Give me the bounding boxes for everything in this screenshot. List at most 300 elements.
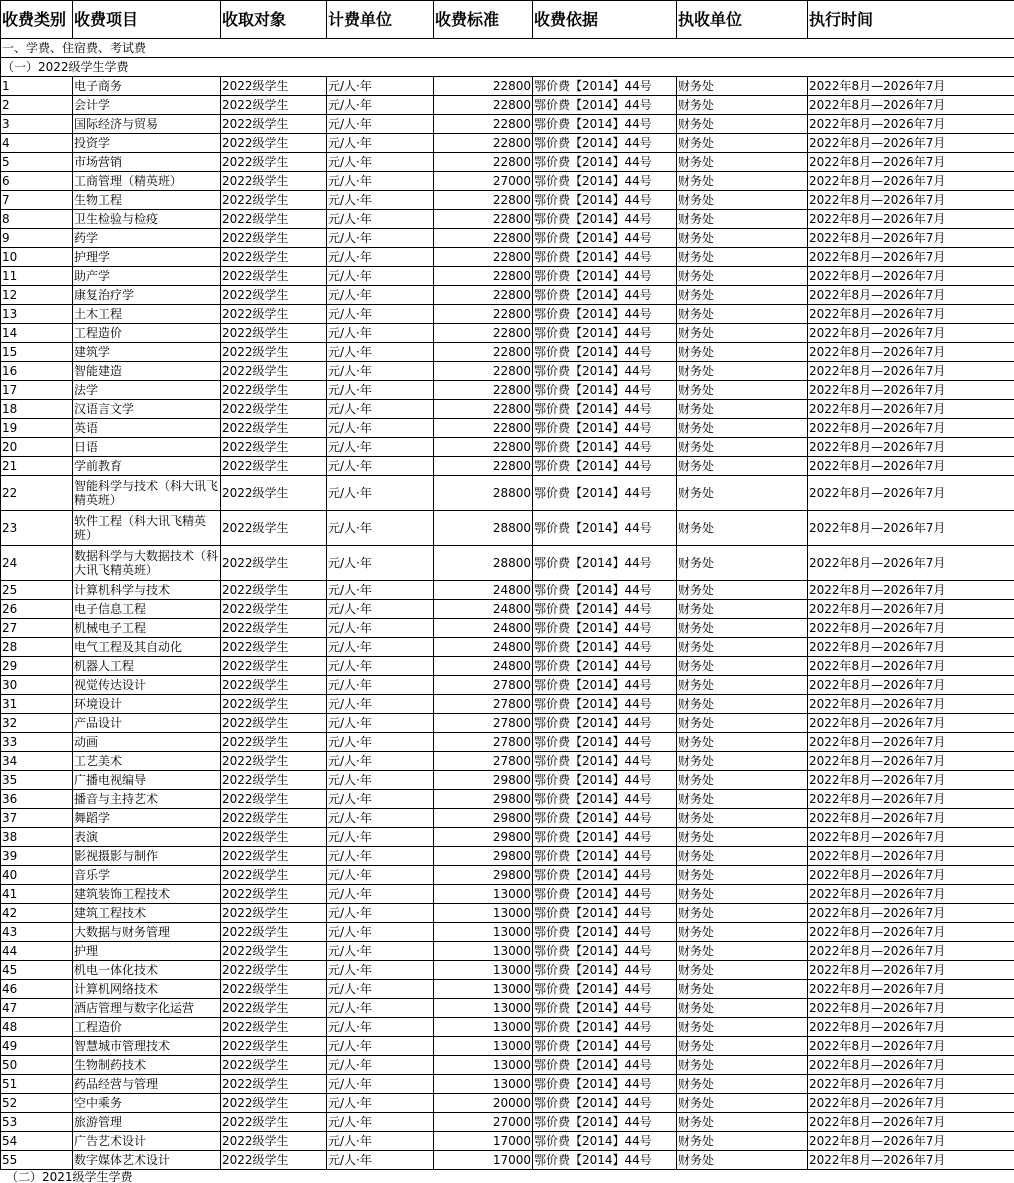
row-number-cell: 1 (1, 77, 73, 96)
subsection-title: （一）2022级学生学费 (1, 58, 1014, 77)
table-row (1, 191, 1014, 210)
fee-basis-cell: 鄂价费【2014】44号 (533, 1018, 677, 1037)
row-number-cell: 9 (1, 229, 73, 248)
collector-cell: 财务处 (677, 476, 808, 511)
subsection-row (1, 58, 1014, 77)
fee-basis-cell: 鄂价费【2014】44号 (533, 638, 677, 657)
collector-cell: 财务处 (677, 1037, 808, 1056)
fee-item-cell: 数据科学与大数据技术（科大讯飞精英班） (73, 546, 221, 581)
fee-basis-cell: 鄂价费【2014】44号 (533, 267, 677, 286)
row-number-cell: 12 (1, 286, 73, 305)
fee-basis-cell: 鄂价费【2014】44号 (533, 1037, 677, 1056)
payer-cell: 2022级学生 (221, 511, 327, 546)
billing-unit-cell: 元/人·年 (327, 1037, 434, 1056)
period-cell: 2022年8月—2026年7月 (808, 191, 1014, 210)
period-cell: 2022年8月—2026年7月 (808, 267, 1014, 286)
fee-standard-cell: 22800 (434, 248, 533, 267)
table-row (1, 885, 1014, 904)
fee-item-cell: 舞蹈学 (73, 809, 221, 828)
fee-item-cell: 电气工程及其自动化 (73, 638, 221, 657)
period-cell: 2022年8月—2026年7月 (808, 1056, 1014, 1075)
payer-cell: 2022级学生 (221, 419, 327, 438)
table-row (1, 1018, 1014, 1037)
table-row (1, 305, 1014, 324)
period-cell: 2022年8月—2026年7月 (808, 961, 1014, 980)
fee-basis-cell: 鄂价费【2014】44号 (533, 676, 677, 695)
billing-unit-cell: 元/人·年 (327, 248, 434, 267)
collector-cell: 财务处 (677, 210, 808, 229)
fee-basis-cell: 鄂价费【2014】44号 (533, 229, 677, 248)
payer-cell: 2022级学生 (221, 733, 327, 752)
period-cell: 2022年8月—2026年7月 (808, 115, 1014, 134)
fee-standard-cell: 27800 (434, 752, 533, 771)
fee-basis-cell: 鄂价费【2014】44号 (533, 904, 677, 923)
fee-item-cell: 视觉传达设计 (73, 676, 221, 695)
collector-cell: 财务处 (677, 961, 808, 980)
collector-cell: 财务处 (677, 904, 808, 923)
payer-cell: 2022级学生 (221, 942, 327, 961)
payer-cell: 2022级学生 (221, 638, 327, 657)
fee-basis-cell: 鄂价费【2014】44号 (533, 790, 677, 809)
fee-basis-cell: 鄂价费【2014】44号 (533, 980, 677, 999)
row-number-cell: 14 (1, 324, 73, 343)
fee-item-cell: 播音与主持艺术 (73, 790, 221, 809)
table-row (1, 381, 1014, 400)
fee-item-cell: 广告艺术设计 (73, 1132, 221, 1151)
collector-cell: 财务处 (677, 248, 808, 267)
fee-basis-cell: 鄂价费【2014】44号 (533, 866, 677, 885)
collector-cell: 财务处 (677, 714, 808, 733)
billing-unit-cell: 元/人·年 (327, 229, 434, 248)
row-number-cell: 39 (1, 847, 73, 866)
table-row (1, 153, 1014, 172)
collector-cell: 财务处 (677, 457, 808, 476)
period-cell: 2022年8月—2026年7月 (808, 153, 1014, 172)
period-cell: 2022年8月—2026年7月 (808, 638, 1014, 657)
fee-basis-cell: 鄂价费【2014】44号 (533, 961, 677, 980)
payer-cell: 2022级学生 (221, 191, 327, 210)
payer-cell: 2022级学生 (221, 381, 327, 400)
payer-cell: 2022级学生 (221, 1113, 327, 1132)
period-cell: 2022年8月—2026年7月 (808, 1018, 1014, 1037)
fee-standard-cell: 22800 (434, 343, 533, 362)
fee-item-cell: 生物制药技术 (73, 1056, 221, 1075)
fee-basis-cell: 鄂价费【2014】44号 (533, 96, 677, 115)
collector-cell: 财务处 (677, 733, 808, 752)
row-number-cell: 22 (1, 476, 73, 511)
billing-unit-cell: 元/人·年 (327, 790, 434, 809)
payer-cell: 2022级学生 (221, 1094, 327, 1113)
row-number-cell: 17 (1, 381, 73, 400)
header-payer: 收取对象 (221, 1, 327, 39)
row-number-cell: 19 (1, 419, 73, 438)
billing-unit-cell: 元/人·年 (327, 172, 434, 191)
fee-standard-cell: 17000 (434, 1151, 533, 1170)
fee-standard-cell: 22800 (434, 77, 533, 96)
fee-standard-cell: 27000 (434, 172, 533, 191)
row-number-cell: 11 (1, 267, 73, 286)
payer-cell: 2022级学生 (221, 790, 327, 809)
fee-basis-cell: 鄂价费【2014】44号 (533, 600, 677, 619)
row-number-cell: 15 (1, 343, 73, 362)
fee-standard-cell: 13000 (434, 1075, 533, 1094)
fee-basis-cell: 鄂价费【2014】44号 (533, 695, 677, 714)
row-number-cell: 38 (1, 828, 73, 847)
period-cell: 2022年8月—2026年7月 (808, 419, 1014, 438)
fee-item-cell: 生物工程 (73, 191, 221, 210)
collector-cell: 财务处 (677, 1113, 808, 1132)
fee-basis-cell: 鄂价费【2014】44号 (533, 305, 677, 324)
table-row (1, 866, 1014, 885)
billing-unit-cell: 元/人·年 (327, 419, 434, 438)
fee-basis-cell: 鄂价费【2014】44号 (533, 847, 677, 866)
fee-item-cell: 工艺美术 (73, 752, 221, 771)
billing-unit-cell: 元/人·年 (327, 96, 434, 115)
payer-cell: 2022级学生 (221, 286, 327, 305)
fee-basis-cell: 鄂价费【2014】44号 (533, 511, 677, 546)
fee-basis-cell: 鄂价费【2014】44号 (533, 1094, 677, 1113)
table-row (1, 600, 1014, 619)
billing-unit-cell: 元/人·年 (327, 1056, 434, 1075)
payer-cell: 2022级学生 (221, 866, 327, 885)
collector-cell: 财务处 (677, 343, 808, 362)
fee-item-cell: 日语 (73, 438, 221, 457)
billing-unit-cell: 元/人·年 (327, 1094, 434, 1113)
fee-standard-cell: 13000 (434, 1037, 533, 1056)
row-number-cell: 7 (1, 191, 73, 210)
fee-standard-cell: 13000 (434, 980, 533, 999)
fee-basis-cell: 鄂价费【2014】44号 (533, 1113, 677, 1132)
fee-basis-cell: 鄂价费【2014】44号 (533, 657, 677, 676)
fee-standard-cell: 13000 (434, 1018, 533, 1037)
table-row (1, 942, 1014, 961)
period-cell: 2022年8月—2026年7月 (808, 362, 1014, 381)
billing-unit-cell: 元/人·年 (327, 581, 434, 600)
collector-cell: 财务处 (677, 381, 808, 400)
row-number-cell: 45 (1, 961, 73, 980)
period-cell: 2022年8月—2026年7月 (808, 809, 1014, 828)
row-number-cell: 55 (1, 1151, 73, 1170)
period-cell: 2022年8月—2026年7月 (808, 1113, 1014, 1132)
period-cell: 2022年8月—2026年7月 (808, 229, 1014, 248)
fee-standard-cell: 22800 (434, 286, 533, 305)
billing-unit-cell: 元/人·年 (327, 267, 434, 286)
billing-unit-cell: 元/人·年 (327, 381, 434, 400)
billing-unit-cell: 元/人·年 (327, 676, 434, 695)
fee-item-cell: 工商管理（精英班） (73, 172, 221, 191)
collector-cell: 财务处 (677, 942, 808, 961)
period-cell: 2022年8月—2026年7月 (808, 923, 1014, 942)
section-title: 一、学费、住宿费、考试费 (1, 39, 1014, 58)
fee-item-cell: 智能科学与技术（科大讯飞精英班） (73, 476, 221, 511)
fee-item-cell: 汉语言文学 (73, 400, 221, 419)
payer-cell: 2022级学生 (221, 809, 327, 828)
collector-cell: 财务处 (677, 153, 808, 172)
fee-standard-cell: 22800 (434, 381, 533, 400)
payer-cell: 2022级学生 (221, 400, 327, 419)
fee-item-cell: 建筑装饰工程技术 (73, 885, 221, 904)
billing-unit-cell: 元/人·年 (327, 600, 434, 619)
fee-basis-cell: 鄂价费【2014】44号 (533, 457, 677, 476)
fee-basis-cell: 鄂价费【2014】44号 (533, 153, 677, 172)
fee-standard-cell: 13000 (434, 1056, 533, 1075)
fee-basis-cell: 鄂价费【2014】44号 (533, 771, 677, 790)
row-number-cell: 13 (1, 305, 73, 324)
fee-basis-cell: 鄂价费【2014】44号 (533, 752, 677, 771)
billing-unit-cell: 元/人·年 (327, 771, 434, 790)
fee-basis-cell: 鄂价费【2014】44号 (533, 581, 677, 600)
fee-basis-cell: 鄂价费【2014】44号 (533, 172, 677, 191)
fee-standard-cell: 24800 (434, 619, 533, 638)
fee-item-cell: 电子商务 (73, 77, 221, 96)
table-row (1, 999, 1014, 1018)
payer-cell: 2022级学生 (221, 1037, 327, 1056)
fee-standard-cell: 22800 (434, 305, 533, 324)
fee-item-cell: 软件工程（科大讯飞精英班） (73, 511, 221, 546)
fee-basis-cell: 鄂价费【2014】44号 (533, 134, 677, 153)
header-row (1, 1, 1014, 39)
payer-cell: 2022级学生 (221, 546, 327, 581)
billing-unit-cell: 元/人·年 (327, 942, 434, 961)
table-row (1, 961, 1014, 980)
billing-unit-cell: 元/人·年 (327, 400, 434, 419)
collector-cell: 财务处 (677, 1132, 808, 1151)
fee-item-cell: 旅游管理 (73, 1113, 221, 1132)
row-number-cell: 40 (1, 866, 73, 885)
fee-standard-cell: 22800 (434, 438, 533, 457)
collector-cell: 财务处 (677, 546, 808, 581)
fee-item-cell: 计算机网络技术 (73, 980, 221, 999)
row-number-cell: 37 (1, 809, 73, 828)
collector-cell: 财务处 (677, 809, 808, 828)
period-cell: 2022年8月—2026年7月 (808, 305, 1014, 324)
table-row (1, 511, 1014, 546)
fee-basis-cell: 鄂价费【2014】44号 (533, 286, 677, 305)
collector-cell: 财务处 (677, 1094, 808, 1113)
fee-standard-cell: 27000 (434, 1113, 533, 1132)
row-number-cell: 42 (1, 904, 73, 923)
billing-unit-cell: 元/人·年 (327, 343, 434, 362)
header-fee-category: 收费类别 (1, 1, 73, 39)
period-cell: 2022年8月—2026年7月 (808, 676, 1014, 695)
fee-standard-cell: 22800 (434, 229, 533, 248)
period-cell: 2022年8月—2026年7月 (808, 457, 1014, 476)
fee-basis-cell: 鄂价费【2014】44号 (533, 400, 677, 419)
billing-unit-cell: 元/人·年 (327, 305, 434, 324)
fee-basis-cell: 鄂价费【2014】44号 (533, 1075, 677, 1094)
fee-item-cell: 药品经营与管理 (73, 1075, 221, 1094)
period-cell: 2022年8月—2026年7月 (808, 600, 1014, 619)
fee-item-cell: 卫生检验与检疫 (73, 210, 221, 229)
period-cell: 2022年8月—2026年7月 (808, 771, 1014, 790)
collector-cell: 财务处 (677, 1075, 808, 1094)
billing-unit-cell: 元/人·年 (327, 904, 434, 923)
collector-cell: 财务处 (677, 619, 808, 638)
fee-standard-cell: 24800 (434, 657, 533, 676)
row-number-cell: 34 (1, 752, 73, 771)
fee-basis-cell: 鄂价费【2014】44号 (533, 619, 677, 638)
payer-cell: 2022级学生 (221, 676, 327, 695)
table-row (1, 619, 1014, 638)
billing-unit-cell: 元/人·年 (327, 134, 434, 153)
billing-unit-cell: 元/人·年 (327, 77, 434, 96)
table-row (1, 400, 1014, 419)
payer-cell: 2022级学生 (221, 1056, 327, 1075)
payer-cell: 2022级学生 (221, 96, 327, 115)
period-cell: 2022年8月—2026年7月 (808, 1151, 1014, 1170)
payer-cell: 2022级学生 (221, 752, 327, 771)
fee-item-cell: 动画 (73, 733, 221, 752)
fee-basis-cell: 鄂价费【2014】44号 (533, 210, 677, 229)
header-period: 执行时间 (808, 1, 1014, 39)
row-number-cell: 41 (1, 885, 73, 904)
billing-unit-cell: 元/人·年 (327, 809, 434, 828)
row-number-cell: 4 (1, 134, 73, 153)
fee-standard-cell: 22800 (434, 400, 533, 419)
period-cell: 2022年8月—2026年7月 (808, 581, 1014, 600)
payer-cell: 2022级学生 (221, 343, 327, 362)
fee-item-cell: 国际经济与贸易 (73, 115, 221, 134)
fee-item-cell: 会计学 (73, 96, 221, 115)
payer-cell: 2022级学生 (221, 923, 327, 942)
fee-standard-cell: 27800 (434, 695, 533, 714)
collector-cell: 财务处 (677, 923, 808, 942)
collector-cell: 财务处 (677, 115, 808, 134)
collector-cell: 财务处 (677, 286, 808, 305)
row-number-cell: 47 (1, 999, 73, 1018)
fee-standard-cell: 27800 (434, 714, 533, 733)
fee-standard-cell: 28800 (434, 511, 533, 546)
period-cell: 2022年8月—2026年7月 (808, 96, 1014, 115)
row-number-cell: 35 (1, 771, 73, 790)
row-number-cell: 16 (1, 362, 73, 381)
fee-item-cell: 空中乘务 (73, 1094, 221, 1113)
collector-cell: 财务处 (677, 657, 808, 676)
fee-item-cell: 智慧城市管理技术 (73, 1037, 221, 1056)
fee-standard-cell: 22800 (434, 457, 533, 476)
period-cell: 2022年8月—2026年7月 (808, 942, 1014, 961)
payer-cell: 2022级学生 (221, 904, 327, 923)
billing-unit-cell: 元/人·年 (327, 438, 434, 457)
period-cell: 2022年8月—2026年7月 (808, 885, 1014, 904)
collector-cell: 财务处 (677, 191, 808, 210)
fee-item-cell: 大数据与财务管理 (73, 923, 221, 942)
fee-item-cell: 工程造价 (73, 324, 221, 343)
fee-basis-cell: 鄂价费【2014】44号 (533, 324, 677, 343)
row-number-cell: 26 (1, 600, 73, 619)
fee-standard-cell: 22800 (434, 362, 533, 381)
period-cell: 2022年8月—2026年7月 (808, 400, 1014, 419)
billing-unit-cell: 元/人·年 (327, 476, 434, 511)
row-number-cell: 30 (1, 676, 73, 695)
payer-cell: 2022级学生 (221, 828, 327, 847)
period-cell: 2022年8月—2026年7月 (808, 866, 1014, 885)
row-number-cell: 33 (1, 733, 73, 752)
table-row (1, 809, 1014, 828)
collector-cell: 财务处 (677, 752, 808, 771)
payer-cell: 2022级学生 (221, 657, 327, 676)
fee-standard-cell: 13000 (434, 999, 533, 1018)
fee-basis-cell: 鄂价费【2014】44号 (533, 1056, 677, 1075)
payer-cell: 2022级学生 (221, 961, 327, 980)
row-number-cell: 54 (1, 1132, 73, 1151)
fee-standard-cell: 22800 (434, 153, 533, 172)
header-collector: 执收单位 (677, 1, 808, 39)
fee-item-cell: 电子信息工程 (73, 600, 221, 619)
row-number-cell: 53 (1, 1113, 73, 1132)
billing-unit-cell: 元/人·年 (327, 115, 434, 134)
table-row (1, 1075, 1014, 1094)
billing-unit-cell: 元/人·年 (327, 191, 434, 210)
fee-item-cell: 助产学 (73, 267, 221, 286)
payer-cell: 2022级学生 (221, 267, 327, 286)
fee-item-cell: 工程造价 (73, 1018, 221, 1037)
fee-basis-cell: 鄂价费【2014】44号 (533, 714, 677, 733)
table-row (1, 771, 1014, 790)
table-row (1, 790, 1014, 809)
table-row (1, 229, 1014, 248)
table-row (1, 419, 1014, 438)
fee-item-cell: 音乐学 (73, 866, 221, 885)
fee-standard-cell: 29800 (434, 790, 533, 809)
table-row (1, 134, 1014, 153)
fee-standard-cell: 22800 (434, 191, 533, 210)
payer-cell: 2022级学生 (221, 153, 327, 172)
table-row (1, 248, 1014, 267)
payer-cell: 2022级学生 (221, 305, 327, 324)
fee-basis-cell: 鄂价费【2014】44号 (533, 1151, 677, 1170)
collector-cell: 财务处 (677, 581, 808, 600)
period-cell: 2022年8月—2026年7月 (808, 381, 1014, 400)
table-row (1, 1113, 1014, 1132)
collector-cell: 财务处 (677, 1056, 808, 1075)
fee-item-cell: 护理学 (73, 248, 221, 267)
billing-unit-cell: 元/人·年 (327, 362, 434, 381)
table-row (1, 115, 1014, 134)
row-number-cell: 25 (1, 581, 73, 600)
collector-cell: 财务处 (677, 77, 808, 96)
fee-item-cell: 数字媒体艺术设计 (73, 1151, 221, 1170)
table-row (1, 923, 1014, 942)
payer-cell: 2022级学生 (221, 714, 327, 733)
fee-standard-cell: 22800 (434, 134, 533, 153)
fee-item-cell: 影视摄影与制作 (73, 847, 221, 866)
collector-cell: 财务处 (677, 438, 808, 457)
period-cell: 2022年8月—2026年7月 (808, 546, 1014, 581)
fee-standard-cell: 13000 (434, 942, 533, 961)
collector-cell: 财务处 (677, 134, 808, 153)
table-row (1, 438, 1014, 457)
period-cell: 2022年8月—2026年7月 (808, 134, 1014, 153)
fee-basis-cell: 鄂价费【2014】44号 (533, 248, 677, 267)
collector-cell: 财务处 (677, 511, 808, 546)
table-row (1, 210, 1014, 229)
collector-cell: 财务处 (677, 695, 808, 714)
fee-basis-cell: 鄂价费【2014】44号 (533, 191, 677, 210)
fee-item-cell: 学前教育 (73, 457, 221, 476)
collector-cell: 财务处 (677, 324, 808, 343)
fee-standard-cell: 29800 (434, 866, 533, 885)
fee-standard-cell: 13000 (434, 961, 533, 980)
billing-unit-cell: 元/人·年 (327, 1132, 434, 1151)
row-number-cell: 2 (1, 96, 73, 115)
fee-standard-cell: 17000 (434, 1132, 533, 1151)
fee-item-cell: 药学 (73, 229, 221, 248)
fee-basis-cell: 鄂价费【2014】44号 (533, 115, 677, 134)
billing-unit-cell: 元/人·年 (327, 885, 434, 904)
fee-basis-cell: 鄂价费【2014】44号 (533, 438, 677, 457)
table-row (1, 362, 1014, 381)
